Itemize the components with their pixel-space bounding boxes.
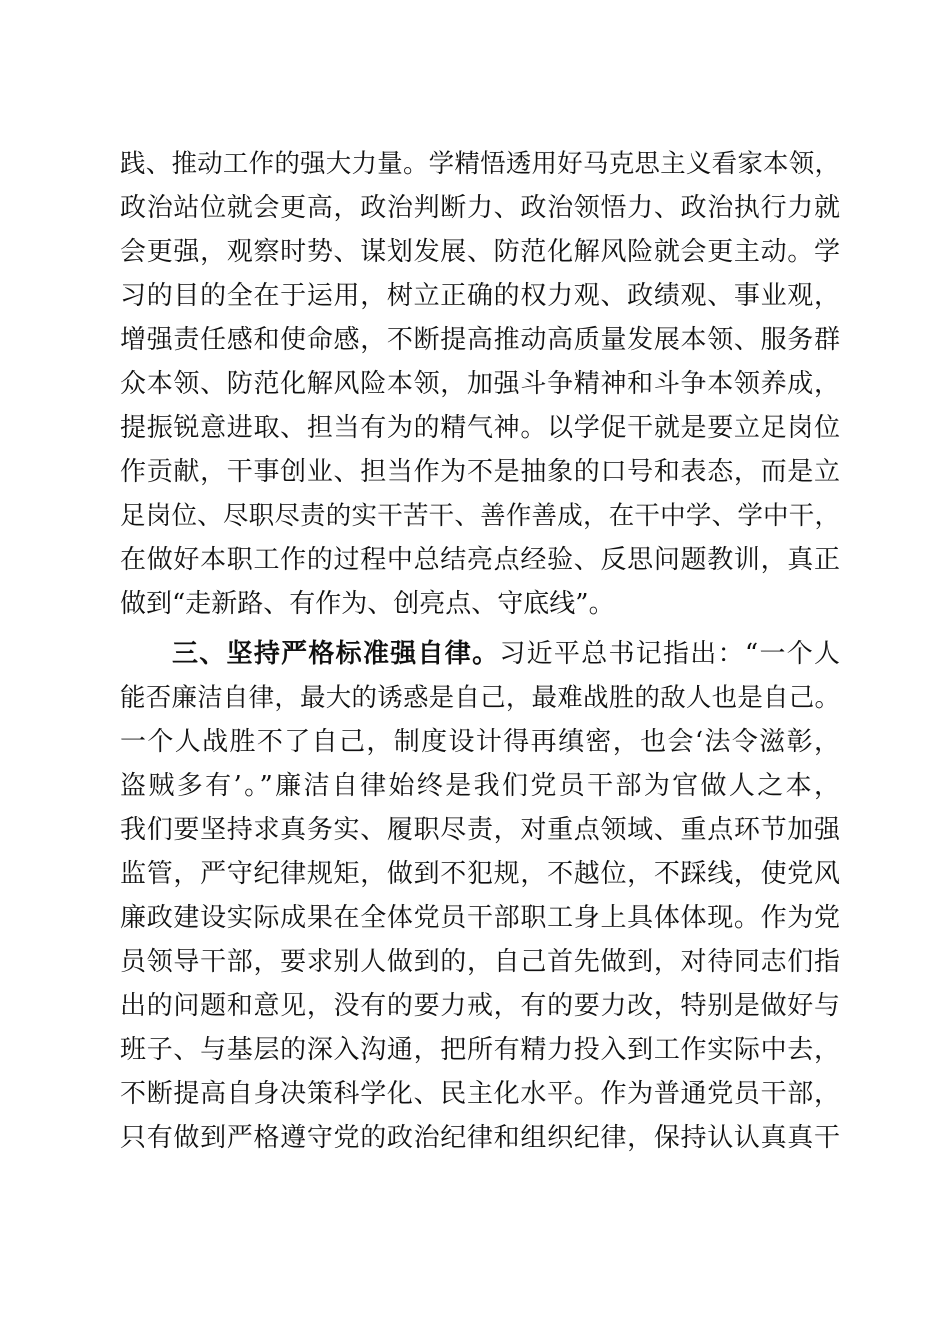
paragraph-line: 做到“走新路、有作为、创亮点、守底线”。 [120, 589, 615, 619]
paragraph-line: 会更强，观察时势、谋划发展、防范化解风险就会更主动。学 [120, 237, 840, 267]
paragraph-line: 增强责任感和使命感，不断提高推动高质量发展本领、服务群 [120, 325, 840, 355]
paragraph-line: 班子、与基层的深入沟通，把所有精力投入到工作实际中去， [120, 1035, 840, 1065]
section-first-line-text: 习近平总书记指出：“一个人 [499, 639, 840, 669]
paragraph-line: 能否廉洁自律，最大的诱惑是自己，最难战胜的敌人也是自己。 [120, 683, 840, 713]
paragraph-line: 只有做到严格遵守党的政治纪律和组织纪律，保持认认真真干 [120, 1123, 840, 1153]
paragraph-line: 在做好本职工作的过程中总结亮点经验、反思问题教训，真正 [120, 545, 840, 575]
paragraph-line: 众本领、防范化解风险本领，加强斗争精神和斗争本领养成， [120, 369, 840, 399]
paragraph-line: 一个人战胜不了自己，制度设计得再缜密，也会‘法令滋彰， [120, 727, 840, 757]
paragraph-line: 监管，严守纪律规矩，做到不犯规，不越位，不踩线，使党风 [120, 859, 840, 889]
paragraph-line: 不断提高自身决策科学化、民主化水平。作为普通党员干部， [120, 1079, 840, 1109]
paragraph-line: 作贡献，干事创业、担当作为不是抽象的口号和表态，而是立 [120, 457, 840, 487]
paragraph-line: 践、推动工作的强大力量。学精悟透用好马克思主义看家本领， [120, 149, 840, 179]
section-heading: 三、坚持严格标准强自律。 [172, 639, 500, 669]
paragraph-line: 出的问题和意见，没有的要力戒，有的要力改，特别是做好与 [120, 991, 840, 1021]
paragraph-line: 廉政建设实际成果在全体党员干部职工身上具体体现。作为党 [120, 903, 840, 933]
paragraph-line: 我们要坚持求真务实、履职尽责，对重点领域、重点环节加强 [120, 815, 840, 845]
paragraph-line: 足岗位、尽职尽责的实干苦干、善作善成，在干中学、学中干， [120, 501, 840, 531]
paragraph-line: 提振锐意进取、担当有为的精气神。以学促干就是要立足岗位 [120, 413, 840, 443]
paragraph-line: 习的目的全在于运用，树立正确的权力观、政绩观、事业观， [120, 281, 840, 311]
section-first-line [172, 634, 840, 674]
paragraph-line: 员领导干部，要求别人做到的，自己首先做到，对待同志们指 [120, 947, 840, 977]
paragraph-line: 政治站位就会更高，政治判断力、政治领悟力、政治执行力就 [120, 193, 840, 223]
paragraph-line: 盗贼多有’。”廉洁自律始终是我们党员干部为官做人之本， [120, 771, 840, 801]
